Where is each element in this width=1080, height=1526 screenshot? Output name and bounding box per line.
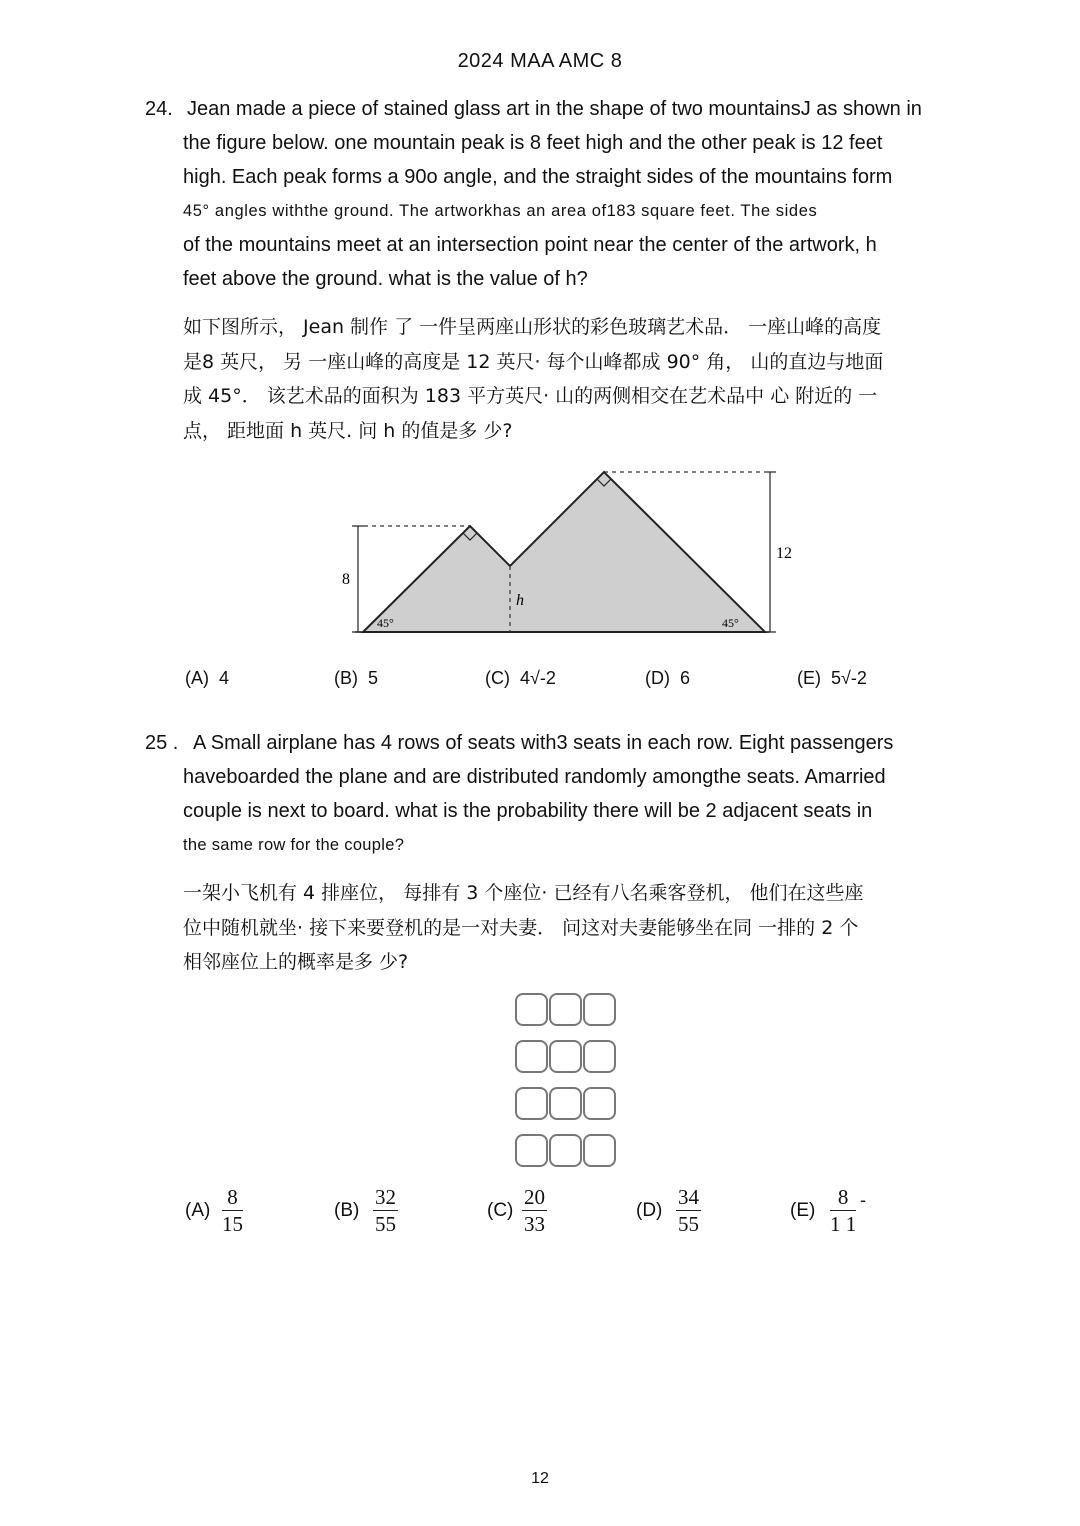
q25-choice-e-fraction: $\frac{8}{1 1}$ (830, 1185, 857, 1236)
q25-choice-b-label: (B) (334, 1200, 360, 1221)
question-24-number: 24. (145, 98, 173, 120)
q24-zh-line: 如下图所示， Jean 制作 了 一件呈两座山形状的彩色玻璃艺术品． 一座山峰的高度 (183, 316, 882, 338)
q25-choice-a-label: (A) (185, 1200, 211, 1221)
q25-choice-d-label: (D) (636, 1200, 663, 1221)
seat (584, 1135, 615, 1166)
seat (516, 1135, 547, 1166)
question-25-number: 25 . (145, 732, 179, 754)
q25-zh-line: 一架小飞机有 4 排座位， 每排有 3 个座位· 已经有八名乘客登机， 他们在这些座 (183, 882, 864, 904)
seat (584, 1041, 615, 1072)
question-25-text-en (183, 726, 951, 862)
page-number: 12 (531, 1470, 549, 1487)
q24-zh-line: 是8 英尺， 另 一座山峰的高度是 12 英尺· 每个山峰都成 90° 角， 山的直边与地面 (183, 350, 884, 373)
question-25-text-zh (183, 876, 953, 980)
seat (550, 994, 581, 1025)
q24-zh-line: 点， 距地面 h 英尺. 问 h 的值是多 少? (183, 419, 513, 442)
seat (550, 1041, 581, 1072)
label-h: h (516, 592, 524, 609)
q25-choice-e-label: (E) (790, 1200, 816, 1221)
q24-en-line: the figure below. one mountain peak is 8 feet high and the other peak is 12 feet (183, 132, 883, 154)
q24-en-line: of the mountains meet at an intersection point near the center of the artwork, h (183, 234, 877, 256)
q24-choice-a: (A) 4 (185, 668, 230, 688)
q24-choice-b: (B) 5 (334, 668, 379, 688)
seat (584, 1088, 615, 1119)
seat (584, 994, 615, 1025)
seat (516, 1088, 547, 1119)
seat-grid-figure (510, 988, 622, 1170)
label-angle-left: 45° (377, 616, 394, 630)
label-angle-right: 45° (722, 616, 739, 630)
q25-en-line: haveboarded the plane and are distributed randomly amongthe seats. Amarried (183, 766, 886, 788)
seat (516, 1041, 547, 1072)
q24-choice-d: (D) 6 (645, 668, 691, 688)
mountain-figure (330, 460, 810, 645)
q24-en-line: 45° angles withthe ground. The artworkhas an area of183 square feet. The sides (183, 202, 818, 220)
q24-choice-e: (E) 5√-2 (797, 668, 867, 688)
q25-en-line: A Small airplane has 4 rows of seats with3 seats in each row. Eight passengers (193, 732, 894, 754)
seat (550, 1135, 581, 1166)
q25-zh-line: 相邻座位上的概率是多 少? (183, 951, 409, 973)
mountain-shape (363, 472, 765, 632)
seat (516, 994, 547, 1025)
q25-en-line: the same row for the couple? (183, 836, 405, 854)
q25-choice-a-fraction: $\frac{8}{15}$ (222, 1185, 243, 1236)
q25-en-line: couple is next to board. what is the probability there will be 2 adjacent seats in (183, 800, 873, 822)
question-24-text-zh (183, 310, 953, 448)
q25-choice-b-fraction: $\frac{32}{55}$ (375, 1185, 396, 1236)
seat (550, 1088, 581, 1119)
label-8: 8 (342, 571, 350, 588)
q25-choice-e-trailing-mark: - (860, 1190, 866, 1210)
q24-en-line: high. Each peak forms a 90o angle, and the straight sides of the mountains form (183, 166, 893, 188)
q25-choice-d-fraction: $\frac{34}{55}$ (678, 1185, 699, 1236)
label-12: 12 (776, 545, 792, 562)
q25-zh-line: 位中随机就坐· 接下来要登机的是一对夫妻． 问这对夫妻能够坐在同 一排的 2 个 (183, 916, 859, 939)
q24-en-line: feet above the ground. what is the value of h? (183, 268, 588, 290)
q24-en-line: Jean made a piece of stained glass art in the shape of two mountainsJ as shown in (187, 98, 922, 120)
q25-choice-c-label: (C) (487, 1200, 514, 1221)
page-header: 2024 MAA AMC 8 (457, 50, 623, 72)
q24-choice-c: (C) 4√-2 (485, 668, 556, 688)
q24-zh-line: 成 45°． 该艺术品的面积为 183 平方英尺· 山的两侧相交在艺术品中 心 附近的 一 (183, 385, 878, 407)
q25-choice-c-fraction: $\frac{20}{33}$ (524, 1185, 545, 1236)
question-24-text-en (183, 92, 951, 296)
